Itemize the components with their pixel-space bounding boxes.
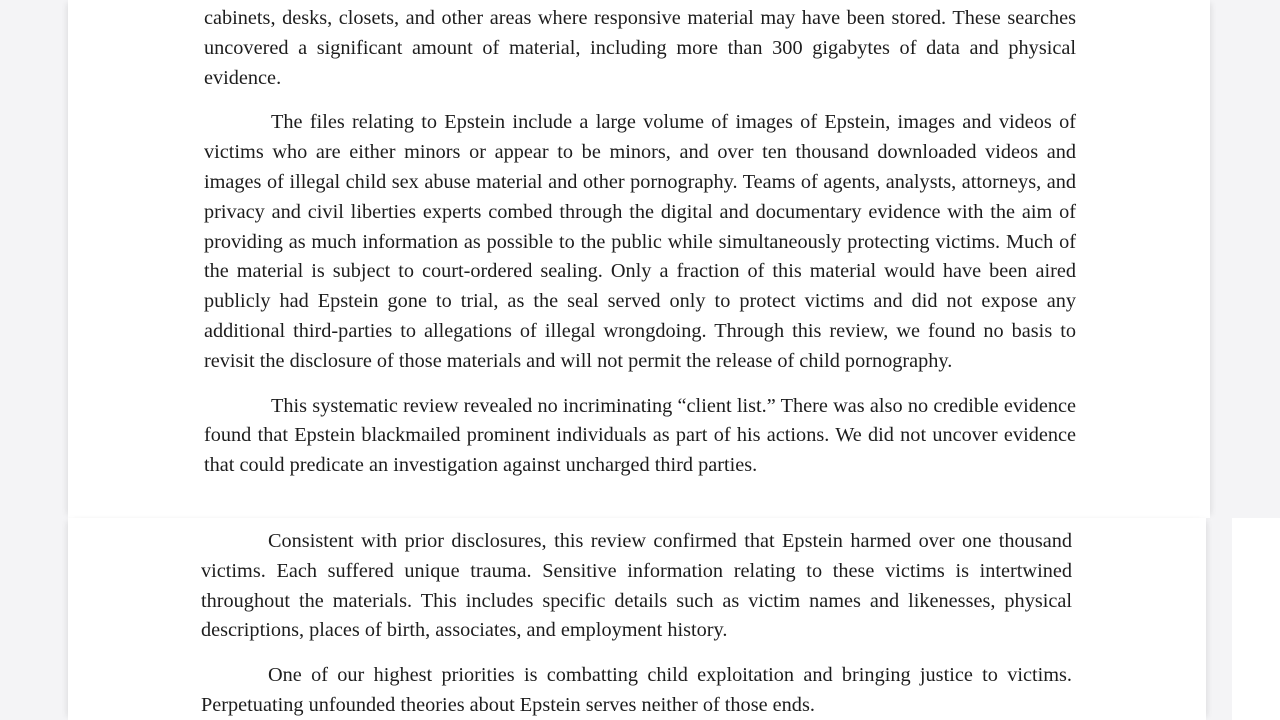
document-body-top: [204, 4, 1076, 481]
paragraph-client-list: This systematic review revealed no incriminating “client list.” There was also no credible evidence found that Epstein blackmailed prominent individuals as part of his actions. We did not uncover evidence that could predicate an investigation against uncharged third parties.: [204, 394, 1076, 477]
paragraph-victims: Consistent with prior disclosures, this review confirmed that Epstein harmed over one thousand victims. Each suffered unique trauma. Sensitive information relating to these victims is intertwined throughout the materials. This includes specific details such as victim names and likenesses, physical descriptions, places of birth, associates, and employment history.: [201, 530, 1072, 642]
paragraph-gap: [204, 93, 1076, 108]
paragraph-gap: [201, 646, 1072, 661]
document-body-bottom: [201, 527, 1072, 720]
paragraph-priorities: One of our highest priorities is combatting child exploitation and bringing justice to victims. Perpetuating unfounded theories about Epstein serves neither of those ends.: [201, 664, 1072, 716]
page-gutter: [1232, 518, 1280, 720]
paragraph-gap: [204, 377, 1076, 392]
paragraph-files-description: The files relating to Epstein include a large volume of images of Epstein, images and videos of victims who are either minors or appear to be minors, and over ten thousand downloaded videos and images of illegal child sex abuse material and other pornography. Teams of agents, analysts, attorneys, and privacy and civil liberties experts combed through the digital and documentary evidence with the aim of providing as much information as possible to the public while simultaneously protecting victims. Much of the material is subject to court-ordered sealing. Only a fraction of this material would have been aired publicly had Epstein gone to trial, as the seal served only to protect victims and did not expose any additional third-parties to allegations of illegal wrongdoing. Through this review, we found no basis to revisit the disclosure of those materials and will not permit the release of child pornography.: [204, 111, 1076, 372]
paragraph-search-results: cabinets, desks, closets, and other areas where responsive material may have been stored. These searches uncovered a significant amount of material, including more than 300 gigabytes of data and physical evidence.: [204, 7, 1076, 89]
